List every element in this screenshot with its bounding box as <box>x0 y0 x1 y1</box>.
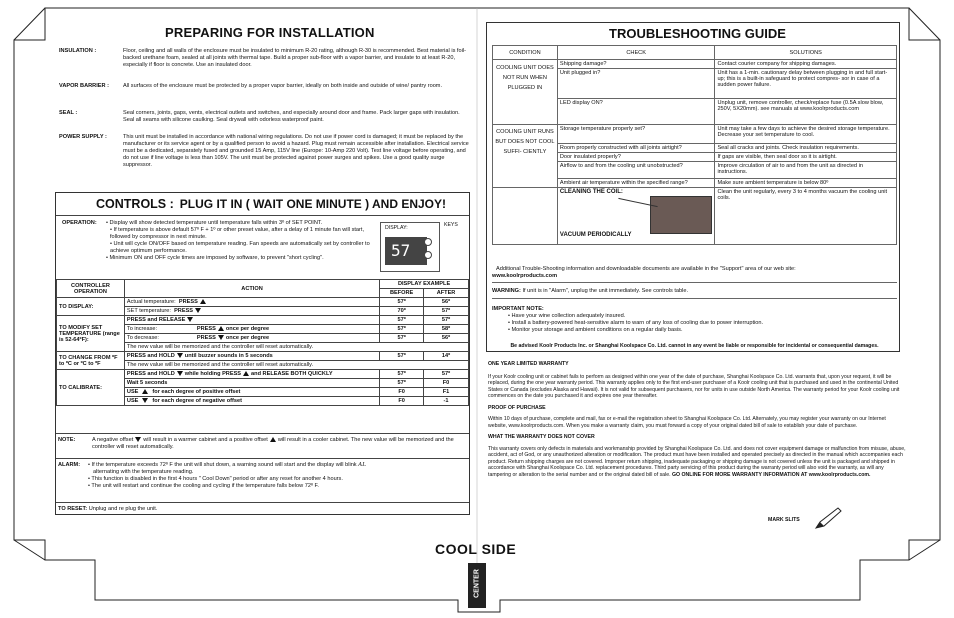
operation-box <box>56 215 469 277</box>
table-row: COOLING UNIT DOES NOT RUN WHEN PLUGGED IN Shipping damage? Contact courier company for shipping damages. <box>493 60 897 69</box>
controls-section <box>55 192 470 515</box>
important-box: IMPORTANT NOTE: • Have your wine collection adequately insured. • Install a battery-powered heat-sensitive alarm to warn of any loss of cooling due to power interruption. • Monitor your storage and ambient conditions on a regular daily basis. <box>492 306 764 333</box>
col-solutions: SOLUTIONS <box>715 46 897 60</box>
install-row-insulation <box>59 48 471 69</box>
table-row: Unit plugged in? Unit has a 1-min. cautionary delay between plugging in and full start-up; this is a built-in safeguard to protect compres- sor in case of a sudden power failure. <box>493 69 897 99</box>
up-arrow-icon <box>200 299 206 304</box>
table-row: Wait 5 seconds 57º F0 <box>57 379 469 388</box>
controls-title: CONTROLS : PLUG IT IN ( WAIT ONE MINUTE ) AND ENJOY! <box>96 197 447 211</box>
controls-table <box>56 279 469 406</box>
mark-slits-label: MARK SLITS <box>768 517 800 523</box>
display-diagram <box>380 222 440 272</box>
table-row: TO CHANGE FROM ºF to ºC or ºC to ºF PRESS and HOLD until buzzer sounds in 5 seconds 57º 14º <box>57 352 469 361</box>
up-arrow-icon <box>142 389 148 394</box>
table-row: Room properly constructed with all joints airtight? Seal all cracks and joints. Check insulation requirements. <box>493 144 897 153</box>
down-key-icon[interactable] <box>424 251 432 259</box>
down-arrow-icon <box>142 398 148 403</box>
install-label: VAPOR BARRIER : <box>59 83 109 89</box>
not-cover-text: This warranty covers only defects in materials and workmanship provided by Shanghai Koolspace Co. Ltd. and does not cover equipment damage or malfunction from misuse, abuse, accident, act of God, or any unauthorized alteration or modification. The product must have been installed and operated precisely as directed in the manual which accompanies each product. Return shipping charges are not covered. Improper return shipping, inadequate packaging or shipping damage is not covered unless the unit is packaged and shipped in accordance with Shanghai Koolspace Co. Ltd. replacement procedures. Third party servicing of this product during the warranty period will also void the warranty, as will any tampering or alteration to the serial number and or the original dated bill of sale. GO ONLINE FOR MORE WARRANTY INFORMATION AT www.koolrproducts.com. <box>488 445 906 478</box>
table-row: To increase: PRESS once per degree 57º 58º <box>57 325 469 334</box>
troubleshooting-table <box>492 45 897 245</box>
proof-heading: PROOF OF PURCHASE <box>488 404 546 411</box>
install-text: Floor, ceiling and all walls of the enclosure must be insulated to minimum R-20 rating, although R-30 is recommended. Best material is foil-backed urethane foam, sealed at all joints with thermal tape. Build a proper sub-floor with a vapor barrier, and insulate to at least R-20, especially if floor is concrete. Use an insulated door. <box>123 48 466 68</box>
proof-text: Within 10 days of purchase, complete and mail, fax or e-mail the registration sheet to Shanghai Koolspace Co. Ltd. Alternately, you may register your warranty on our Internet website, www.koolrproducts.com. When you make a warranty claim, you must forward a copy of your original dated bill of sale to establish your date of purchase. <box>488 416 886 429</box>
col-controller: CONTROLLER OPERATION <box>57 280 125 298</box>
table-row: TO CALIBRATE: PRESS and HOLD while holding PRESS and RELEASE BOTH QUICKLY 57º 57º <box>57 370 469 379</box>
install-row-power <box>59 134 471 169</box>
pencil-icon <box>812 504 842 532</box>
install-text: All surfaces of the enclosure must be protected by a proper vapor barrier, ideally on both inside and outside of wine/ pantry room. <box>123 83 443 89</box>
table-row: LED display ON? Unplug unit, remove controller, check/replace fuse (0.5A slow blow, 250V, 5X20mm). see manuals at www.koolrproducts.com <box>493 99 897 125</box>
note-box: NOTE: A negative offset will result in a warmer cabinet and a positive offset will result in a cooler cabinet. The new value will be memorized and the controller will reset automatically. <box>56 433 469 458</box>
col-condition: CONDITION <box>493 46 558 60</box>
install-title: PREPARING FOR INSTALLATION <box>165 25 375 40</box>
col-display: DISPLAY EXAMPLE <box>380 280 469 289</box>
operation-list: • Display will show detected temperature until temperature falls within 3º of SET POINT. • If temperature is above default 57º F + 1º or other preset value, after a delay of 1 minute fan will start, followed by compressor in next minute. • Unit will cycle ON/OFF based on temperature reading. Fan speeds are automatically set by controller to achieve optimum performance. • Minimum ON and OFF cycle times are imposed by software, to prevent "short cycling". <box>106 220 370 261</box>
not-cover-heading: WHAT THE WARRANTY DOES NOT COVER <box>488 434 595 440</box>
install-text: Seal corners, joints, gaps, vents, electrical outlets and switches, and especially around door and frame. Pack larger gaps with insulation. Seal all seams with silicone caulking. Seal drywall with odorless waterproof paint. <box>123 110 460 123</box>
col-after: AFTER <box>424 289 469 298</box>
col-before: BEFORE <box>380 289 424 298</box>
table-row: TO MODIFY SET TEMPERATURE (range is 52-64ºF): PRESS and RELEASE 57º 57º <box>57 316 469 325</box>
table-row: COOLING UNIT RUNS BUT DOES NOT COOL SUFFI- CIENTLY Storage temperature properly set? Unit may take a few days to achieve the desired storage temperature. Decrease your set temperature to cool. <box>493 125 897 144</box>
down-arrow-icon <box>218 335 224 340</box>
alarm-code: AL <box>358 462 366 468</box>
reset-box: TO RESET: Unplug and re plug the unit. <box>56 502 469 515</box>
install-label: SEAL : <box>59 110 78 116</box>
table-row: TO DISPLAY: Actual temperature: PRESS 57º 56º <box>57 298 469 307</box>
down-arrow-icon <box>135 437 141 442</box>
warning-box: WARNING: If unit is in "Alarm", unplug the unit immediately. See controls table. <box>492 286 897 299</box>
coil-illustration: CLEANING THE COIL: VACUUM PERIODICALLY <box>557 188 715 245</box>
install-row-seal <box>59 110 471 124</box>
warranty-heading: ONE YEAR LIMITED WARRANTY <box>488 361 569 367</box>
table-row: Door insulated properly? If gaps are visible, then seal door so it is airtight. <box>493 153 897 162</box>
down-arrow-icon <box>177 353 183 358</box>
up-arrow-icon <box>243 371 249 376</box>
install-row-vapor <box>59 83 471 90</box>
table-row: The new value will be memorized and the controller will reset automatically. <box>57 361 469 370</box>
operation-label: OPERATION: <box>62 220 97 226</box>
warranty-text: If your Koolr cooling unit or cabinet fails to perform as designed within one year of the date of purchase, Shanghai Koolspace Co. Ltd. warrants that, upon your request, it will be replaced, during the one year warranty period. This warranty applies only to the first end-user purchaser of a Koolr cooling unit that is purchased and used in the continental United States or Canada (excludes Alaska and Hawaii). It is not valid for subsequent purchasers, nor for units in use outside North America. The warranty period for your Koolr cooling unit commences on the date you purchased it and expires one year thereafter. <box>488 373 900 399</box>
table-row: Ambient air temperature within the specified range? Make sure ambient temperature is below 80º <box>493 179 897 188</box>
down-arrow-icon <box>195 308 201 313</box>
install-label: INSULATION : <box>59 48 97 54</box>
install-section <box>57 22 473 174</box>
additional-info: Additional Trouble-Shooting information and downloadable documents are available in the "Support" area of our web site: www.koolrproducts.com <box>492 266 897 283</box>
cooling-unit-image <box>650 196 712 234</box>
display-label: DISPLAY: <box>385 225 408 231</box>
display-screen: 57 <box>385 237 427 265</box>
alarm-box: ALARM: • If the temperature exceeds 72º F the unit will shut down, a warning sound will start and the display will blink AL alternating with the temperature reading. • This function is disabled in the first 4 hours " Cool Down" period or after any reset for another 4 hours. • The unit will restart and continue the cooling and cycling if the temperature falls below 72º F. <box>56 458 469 502</box>
up-arrow-icon <box>270 437 276 442</box>
table-row: USE for each degree of positive offset F0 F1 <box>57 388 469 397</box>
table-row: USE for each degree of negative offset F0 -1 <box>57 397 469 406</box>
col-action: ACTION <box>124 280 379 298</box>
down-arrow-icon <box>177 371 183 376</box>
up-key-icon[interactable] <box>424 238 432 246</box>
troubleshooting-section <box>486 22 900 352</box>
warranty-section <box>488 361 906 478</box>
liability-note: Be advised Koolr Products Inc. or Shanghai Koolspace Co. Ltd. cannot in any event be liable or responsible for incidental or consequential damages. <box>510 343 879 349</box>
site-link[interactable]: www.koolrproducts.com <box>492 273 558 279</box>
down-arrow-icon <box>187 317 193 322</box>
table-row: SET temperature: PRESS 70º 57º <box>57 307 469 316</box>
table-row: CLEANING THE COIL: VACUUM PERIODICALLY Clean the unit regularly, every 3 to 4 months vacuum the cooling unit coils. <box>493 188 897 245</box>
install-label: POWER SUPPLY : <box>59 134 107 140</box>
col-check: CHECK <box>557 46 715 60</box>
table-row: The new value will be memorized and the controller will reset automatically. <box>57 343 469 352</box>
up-arrow-icon <box>218 326 224 331</box>
keys-label: KEYS <box>444 222 458 228</box>
install-text: This unit must be installed in accordance with national wiring regulations. Do not use if power cord is damaged; it must be replaced by the manufacturer or its service agent or by a qualified person to avoid a hazard. Plug must remain accessible after installation. Electrical service must be a dedicated, separately fused and grounded 15 Amp, 115V line (Europe: 10-Amp 220 Volt). Test line voltage before operating, and do not use if line voltage is less than 105V. The unit must be protected against power surges and spikes. Use a good quality surge suppressor. <box>123 134 469 168</box>
table-row: To decrease: PRESS once per degree 57º 56º <box>57 334 469 343</box>
center-label: CENTER <box>473 569 481 598</box>
cool-side-label: COOL SIDE <box>435 541 517 557</box>
troubleshooting-title: TROUBLESHOOTING GUIDE <box>609 26 786 41</box>
table-row: Airflow to and from the cooling unit unobstructed? Improve circulation of air to and from the unit as directed in instructions. <box>493 162 897 179</box>
